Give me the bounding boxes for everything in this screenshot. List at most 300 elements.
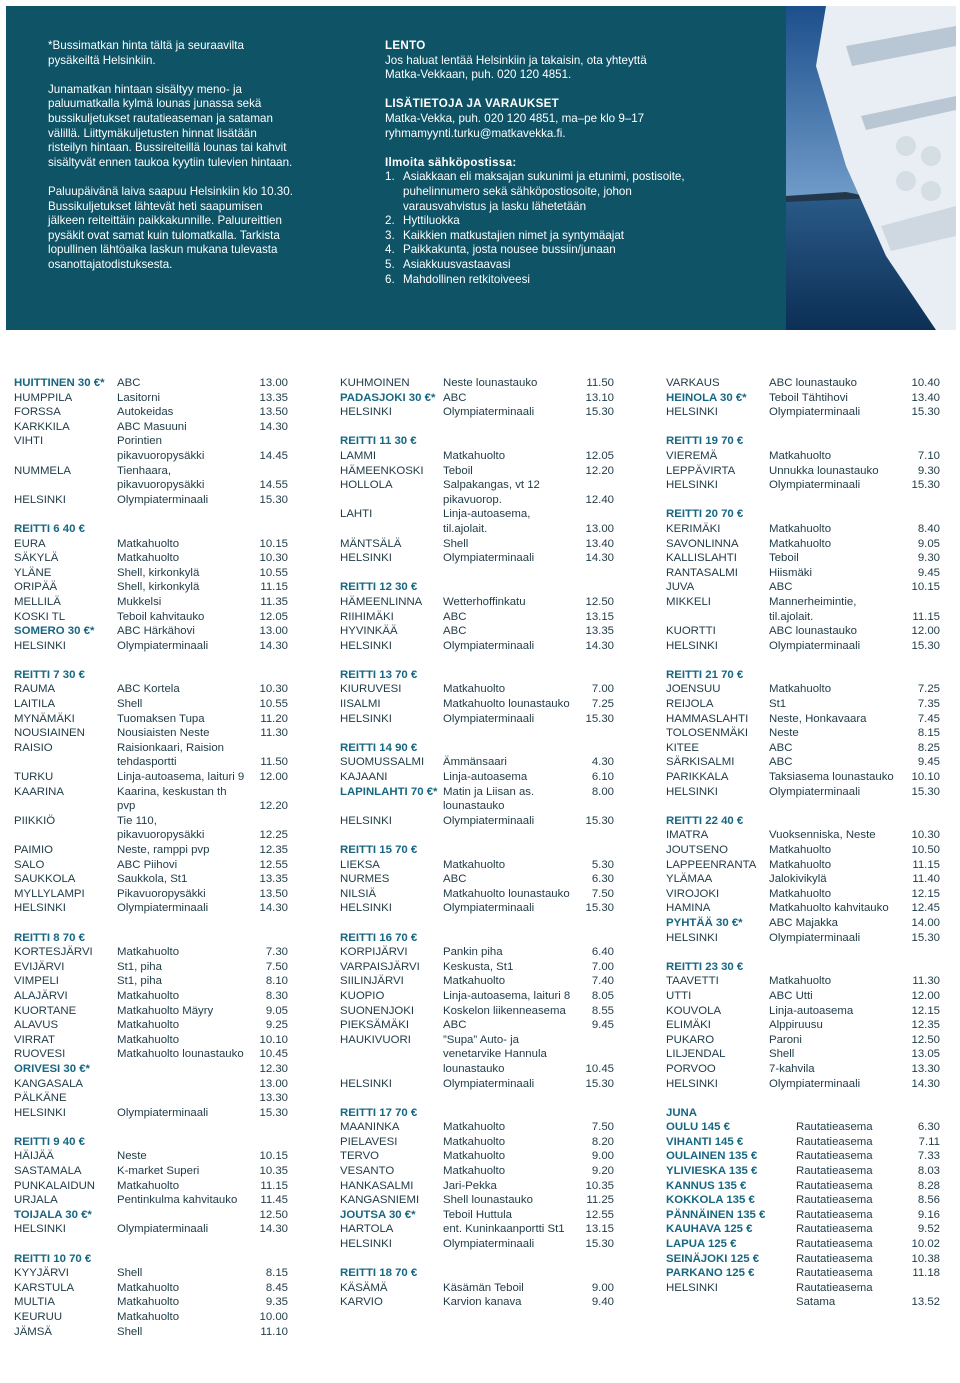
stop-town: HELSINKI (340, 406, 392, 419)
stop-town: HELSINKI (666, 639, 718, 652)
stop-row (666, 1149, 942, 1164)
stop-place: St1, piha (117, 960, 162, 973)
stop-row (14, 420, 290, 435)
stop-time: 7.33 (917, 1150, 940, 1163)
stop-time: 10.40 (911, 377, 940, 389)
stop-place: Matkahuolto (769, 449, 832, 462)
spacer (340, 653, 616, 668)
stop-row (14, 537, 290, 552)
stop-town: KORPIJÄRVI (340, 946, 408, 959)
stop-time: 5.30 (591, 858, 614, 871)
stop-row (340, 376, 616, 391)
stop-time: 9.30 (917, 552, 940, 565)
stop-row (14, 974, 290, 989)
stop-place: ABC (769, 581, 793, 594)
stop-place: Jalokivikylä (769, 873, 827, 886)
list-number: 5. (385, 257, 395, 271)
stop-place: Matkahuolto (769, 844, 832, 856)
stop-row (14, 624, 290, 639)
stop-place: Olympiaterminaali (443, 406, 535, 419)
stop-row (666, 1135, 942, 1150)
spacer (14, 507, 290, 522)
route-heading: REITTI 17 70 € (340, 1106, 418, 1119)
stop-place: ABC Härkähovi (117, 625, 195, 638)
list-item (385, 273, 685, 288)
stop-time: 10.15 (259, 537, 288, 550)
stop-row (666, 595, 942, 624)
stop-place: Tienhaara, pikavuoropysäkki (117, 464, 205, 492)
spacer (666, 1091, 942, 1106)
stop-time: 10.30 (911, 829, 940, 842)
stop-place: Linja-autoasema, til.ajolait. (443, 508, 531, 535)
stop-time: 15.30 (585, 902, 614, 915)
stop-time: 9.05 (265, 1004, 288, 1017)
spacer (666, 493, 942, 508)
stop-place: Olympiaterminaali (443, 639, 535, 652)
stop-place: Matkahuolto (443, 1135, 506, 1148)
stop-time: 12.00 (911, 989, 940, 1002)
stop-place: Linja-autoasema, laituri 8 (443, 989, 571, 1002)
stop-place: Teboil (769, 552, 799, 565)
spacer (340, 1091, 616, 1106)
stop-place: Rautatieasema (796, 1121, 873, 1134)
stop-time: 13.30 (911, 1062, 940, 1075)
stop-town: SEINÄJOKI 125 € (666, 1252, 760, 1265)
stop-row (340, 682, 616, 697)
stop-town: VARKAUS (666, 377, 720, 389)
stop-town: KOKKOLA 135 € (666, 1194, 755, 1207)
stop-time: 13.00 (259, 1077, 288, 1090)
stop-time: 8.05 (591, 989, 614, 1002)
stop-row (14, 1266, 290, 1281)
stop-place: Shell, kirkonkylä (117, 581, 200, 594)
stop-place: Matkahuolto lounastauko (117, 1048, 244, 1061)
stop-row (666, 858, 942, 873)
stop-time: 15.30 (585, 406, 614, 419)
stop-town: FORSSA (14, 406, 61, 419)
stop-row (14, 887, 290, 902)
stop-row (14, 1047, 290, 1062)
stop-place: Matkahuolto (443, 1121, 506, 1134)
stop-place: Matkahuolto (117, 1281, 180, 1294)
stop-time: 10.10 (911, 771, 940, 784)
stop-town: JÄMSÄ (14, 1325, 52, 1338)
stop-row (666, 785, 942, 800)
stop-place: Tuomaksen Tupa (117, 712, 205, 725)
stop-row (14, 1077, 290, 1092)
stop-town: PARIKKALA (666, 771, 729, 784)
stop-place: Vuoksenniska, Neste (769, 829, 876, 842)
stop-place: Hiismäki (769, 566, 813, 579)
stop-town: KUOPIO (340, 989, 385, 1002)
stop-row (14, 1018, 290, 1033)
stop-time: 15.30 (911, 639, 940, 652)
stop-time: 11.50 (586, 377, 614, 389)
stop-town: NURMES (340, 873, 390, 886)
stop-row (14, 712, 290, 727)
stop-time: 10.55 (259, 566, 288, 579)
stop-row (14, 785, 290, 814)
stop-place: Neste (769, 727, 799, 740)
stop-time: 6.40 (591, 946, 614, 959)
spacer (666, 799, 942, 814)
stop-time: 8.25 (917, 741, 940, 754)
stop-row (340, 449, 616, 464)
stop-row (14, 639, 290, 654)
stop-town: HARTOLA (340, 1223, 394, 1236)
stop-row (340, 1033, 616, 1077)
stop-town: VARPAISJÄRVI (340, 960, 420, 973)
stop-time: 7.35 (917, 698, 940, 711)
stop-town: MIKKELI (666, 595, 711, 608)
stop-place: ABC lounastauko (769, 377, 858, 389)
stop-time: 8.10 (265, 975, 288, 988)
stop-time: 12.35 (911, 1019, 940, 1032)
stop-town: SAVONLINNA (666, 537, 739, 550)
stop-time: 12.45 (911, 902, 940, 915)
stop-town: PIIKKIÖ (14, 814, 56, 827)
stop-town: HAMMASLAHTI (666, 712, 749, 725)
stop-time: 10.30 (259, 552, 288, 565)
stop-row (340, 945, 616, 960)
stop-town: PIEKSÄMÄKI (340, 1019, 410, 1032)
lento-text: Jos haluat lentää Helsinkiin ja takaisin, ota yhteyttä Matka-Vekkaan, puh. 020 120 4851. (385, 53, 647, 82)
stop-row (14, 610, 290, 625)
stop-place: ABC (443, 610, 467, 623)
stop-town: KARSTULA (14, 1281, 75, 1294)
stop-town: JOENSUU (666, 683, 721, 696)
route-heading: REITTI 10 70 € (14, 1252, 92, 1265)
route-heading: REITTI 18 70 € (340, 1267, 418, 1280)
stop-row (14, 858, 290, 873)
stop-time: 14.30 (911, 1077, 940, 1090)
stop-town: MAANINKA (340, 1121, 400, 1134)
stop-place: Matkahuolto (769, 537, 832, 550)
stop-row (666, 1077, 942, 1092)
stop-row (666, 974, 942, 989)
stop-place: Matin ja Liisan as. lounastauko (443, 785, 535, 813)
stop-row (666, 376, 942, 391)
stop-place: ABC (443, 873, 467, 886)
stop-place: Olympiaterminaali (117, 1106, 209, 1119)
stop-town: SOMERO 30 €* (14, 625, 95, 638)
stop-town: KARKKILA (14, 420, 70, 433)
stop-place: Olympiaterminaali (769, 785, 861, 798)
stop-time: 14.30 (585, 639, 614, 652)
stop-time: 7.25 (917, 683, 940, 696)
list-number: 6. (385, 272, 395, 286)
stop-time: 8.55 (591, 1004, 614, 1017)
stop-time: 8.45 (265, 1281, 288, 1294)
stop-place: Mukkelsi (117, 595, 162, 608)
stop-row (666, 639, 942, 654)
list-text: Mahdollinen retkitoiveesi (403, 272, 530, 286)
stop-time: 13.40 (585, 537, 614, 550)
stop-row (14, 566, 290, 581)
stop-town: HELSINKI (666, 1281, 718, 1294)
list-number: 2. (385, 214, 395, 228)
stop-place: Shell lounastauko (443, 1194, 533, 1207)
stop-place: ent. Kuninkaanportti St1 (443, 1223, 565, 1236)
stop-time: 11.30 (912, 975, 940, 988)
stop-row (666, 391, 942, 406)
stop-place: Olympiaterminaali (769, 1077, 861, 1090)
stop-row (14, 1325, 290, 1340)
stop-town: HELSINKI (340, 552, 392, 565)
route-heading: REITTI 14 90 € (340, 741, 418, 754)
stop-row (340, 872, 616, 887)
stop-row (340, 1149, 616, 1164)
stop-time: 12.15 (911, 1004, 940, 1017)
stop-town: ALAJÄRVI (14, 989, 68, 1002)
stop-place: Karvion kanava (443, 1296, 522, 1309)
stop-place: Matkahuolto (117, 1033, 180, 1046)
stop-row (14, 595, 290, 610)
ilmoita-heading: Ilmoita sähköpostissa: (385, 155, 517, 169)
route-heading: REITTI 12 30 € (340, 581, 418, 594)
schedule-column-3 (666, 376, 942, 1310)
stop-place: Neste, ramppi pvp (117, 844, 210, 856)
stop-row (666, 916, 942, 931)
stop-place: ABC (769, 741, 793, 754)
stop-row (14, 1164, 290, 1179)
stop-town: MULTIA (14, 1296, 55, 1309)
stop-town: LIEKSA (340, 858, 380, 871)
stop-row (14, 989, 290, 1004)
stop-place: ABC lounastauko (769, 625, 858, 638)
stop-row (666, 770, 942, 785)
stop-row (666, 566, 942, 581)
stop-place: Nousiaisten Neste (117, 727, 210, 740)
stop-town: HELSINKI (340, 902, 392, 915)
stop-town: VIHTI (14, 435, 44, 448)
stop-row (666, 1237, 942, 1252)
stop-place: Matkahuolto lounastauko (443, 887, 570, 900)
stop-row (14, 960, 290, 975)
stop-place: Matkahuolto (117, 1296, 180, 1309)
stop-time: 7.40 (591, 975, 614, 988)
list-number: 3. (385, 228, 395, 242)
stop-time: 10.00 (259, 1311, 288, 1323)
stop-town: TURKU (14, 771, 54, 784)
stop-time: 8.00 (591, 785, 614, 798)
stop-time: 14.00 (911, 916, 940, 929)
stop-town: HAUKIVUORI (340, 1033, 411, 1046)
route-heading: REITTI 13 70 € (340, 668, 418, 681)
stop-row (14, 493, 290, 508)
stop-time: 12.20 (585, 464, 614, 477)
stop-place: Mannerheimintie, til.ajolait. (769, 595, 857, 623)
stop-time: 6.30 (591, 873, 614, 886)
stop-row (666, 726, 942, 741)
stop-time: 8.28 (917, 1179, 940, 1192)
stop-town: KANGASALA (14, 1077, 84, 1090)
schedule-column-2 (340, 376, 616, 1310)
stop-row (14, 391, 290, 406)
stop-place: Olympiaterminaali (443, 902, 535, 915)
stop-place: Rautatieasema (796, 1238, 873, 1251)
stop-time: 11.15 (260, 581, 288, 594)
stop-row (666, 1004, 942, 1019)
stop-place: Matkahuolto (443, 1165, 506, 1178)
stop-row (14, 682, 290, 697)
stop-town: VESANTO (340, 1165, 395, 1178)
stop-town: MÄNTSÄLÄ (340, 537, 402, 550)
stop-row (666, 872, 942, 887)
stop-row (14, 843, 290, 858)
stop-row (14, 726, 290, 741)
stop-town: TOIJALA 30 €* (14, 1208, 92, 1221)
stop-time: 13.00 (259, 625, 288, 638)
stop-place: Matkahuolto (769, 522, 832, 535)
stop-time: 9.45 (917, 566, 940, 579)
stop-time: 14.30 (259, 420, 288, 433)
stop-time: 10.38 (911, 1252, 940, 1265)
stop-place: Matkahuolto (117, 1311, 180, 1323)
stop-time: 11.15 (260, 1179, 288, 1192)
lisatiedot-heading: LISÄTIETOJA JA VARAUKSET (385, 97, 560, 111)
stop-place: Rautatieasema (796, 1165, 873, 1178)
stop-place: Pankin piha (443, 946, 503, 959)
ilmoita-list (385, 170, 685, 287)
stop-place: Olympiaterminaali (117, 1223, 209, 1236)
list-text: Asiakkaan eli maksajan sukunimi ja etunimi, postisoite, puhelinnumero sekä sähköpostiosoite, johon varausvahvistus ja lasku lähetetään (403, 170, 685, 213)
stop-town: LEPPÄVIRTA (666, 464, 736, 477)
stop-town: SIILINJÄRVI (340, 975, 404, 988)
stop-time: 9.16 (917, 1208, 940, 1221)
stop-town: LAPPEENRANTA (666, 858, 757, 871)
stop-row (340, 1193, 616, 1208)
stop-place: Olympiaterminaali (443, 552, 535, 565)
stop-row (14, 1310, 290, 1325)
lisatiedot-text: Matka-Vekka, puh. 020 120 4851, ma–pe klo 9–17 ryhmamyynti.turku@matkavekka.fi. (385, 111, 645, 140)
stop-row (14, 1222, 290, 1237)
stop-place: Lasitorni (117, 391, 161, 404)
stop-time: 8.03 (917, 1165, 940, 1178)
stop-row (666, 1266, 942, 1281)
stop-time: 8.15 (917, 727, 940, 740)
stop-row (340, 1164, 616, 1179)
stop-place: ABC (769, 756, 793, 769)
spacer (340, 1252, 616, 1267)
stop-town: OULAINEN 135 € (666, 1150, 758, 1163)
stop-town: HOLLOLA (340, 479, 393, 492)
stop-row (340, 989, 616, 1004)
stop-row (666, 1193, 942, 1208)
stop-place: 7-kahvila (769, 1062, 815, 1075)
stop-town: LILJENDAL (666, 1048, 726, 1061)
stop-place: Teboil kahvitauko (117, 610, 205, 623)
stop-place: ABC (443, 625, 467, 638)
stop-town: VIMPELI (14, 975, 59, 988)
stop-town: RAISIO (14, 741, 53, 754)
stop-place: Olympiaterminaali (443, 712, 535, 725)
spacer (666, 420, 942, 435)
banner-paragraph: Junamatkan hintaan sisältyy meno- ja paluumatkalla kylmä lounas junassa sekä bussikuljetukset rautatieaseman ja sataman välillä. Liittymäkuljetusten hinnat lisätään risteilyn hintaan. Bussireiteillä lounas tai kahvit sisältyvät ennen taukoa kyytiin tulevien hintaan. (48, 82, 293, 169)
stop-time: 13.35 (585, 625, 614, 638)
list-item (385, 229, 685, 244)
stop-row (666, 522, 942, 537)
stop-time: 11.25 (586, 1194, 614, 1207)
stop-time: 11.15 (912, 858, 940, 871)
list-item (385, 258, 685, 273)
stop-row (14, 580, 290, 595)
stop-time: 9.52 (917, 1223, 940, 1236)
spacer (14, 653, 290, 668)
stop-town: HELSINKI (340, 1077, 392, 1090)
stop-time: 15.30 (585, 1238, 614, 1251)
route-heading: REITTI 22 40 € (666, 814, 744, 827)
route-heading: REITTI 7 30 € (14, 668, 85, 681)
stop-time: 10.02 (911, 1238, 940, 1251)
stop-place: Rautatieasema (796, 1179, 873, 1192)
stop-row (14, 1208, 290, 1223)
stop-town: SASTAMALA (14, 1165, 82, 1178)
stop-time: 10.45 (585, 1062, 614, 1075)
stop-place: Rautatieasema (796, 1208, 873, 1221)
stop-place: Matkahuolto (769, 858, 832, 871)
stop-row (666, 755, 942, 770)
stop-town: SUONENJOKI (340, 1004, 415, 1017)
stop-town: KANNUS 135 € (666, 1179, 747, 1192)
stop-place: Matkahuolto lounastauko (443, 698, 570, 711)
stop-time: 11.20 (260, 712, 288, 725)
stop-place: Rautatieasema (796, 1252, 873, 1265)
stop-time: 11.18 (912, 1267, 940, 1280)
stop-place: Salpakangas, vt 12 pikavuorop. (443, 479, 540, 506)
stop-place: Matkahuolto (117, 946, 180, 959)
stop-row (666, 1281, 942, 1310)
stop-row (666, 1033, 942, 1048)
stop-place: ABC Utti (769, 989, 813, 1002)
stop-time: 12.50 (585, 595, 614, 608)
stop-town: KARVIO (340, 1296, 383, 1309)
stop-town: HÄMEENLINNA (340, 595, 423, 608)
stop-time: 10.35 (259, 1165, 288, 1178)
stop-town: EURA (14, 537, 46, 550)
stop-row (14, 1106, 290, 1121)
stop-time: 12.00 (259, 771, 288, 784)
stop-time: 7.50 (265, 960, 288, 973)
stop-time: 14.45 (259, 449, 288, 462)
list-text: Kaikkien matkustajien nimet ja syntymäajat (403, 228, 625, 242)
stop-town: PYHTÄÄ 30 €* (666, 916, 743, 929)
stop-time: 8.15 (265, 1267, 288, 1280)
stop-town: PADASJOKI 30 €* (340, 391, 436, 404)
stop-place: Matkahuolto (117, 552, 180, 565)
stop-row (666, 1062, 942, 1077)
stop-town: SALO (14, 858, 45, 871)
stop-row (340, 639, 616, 654)
stop-town: HELSINKI (666, 931, 718, 944)
stop-town: KALLISLAHTI (666, 552, 737, 565)
stop-town: HELSINKI (666, 785, 718, 798)
stop-time: 7.00 (591, 960, 614, 973)
stop-town: PUNKALAIDUN (14, 1179, 96, 1192)
stop-place: Saukkola, St1 (117, 873, 188, 886)
stop-time: 14.55 (259, 479, 288, 492)
stop-town: HÄIJÄÄ (14, 1150, 54, 1163)
stop-town: KORTESJÄRVI (14, 946, 93, 959)
stop-time: 4.30 (591, 756, 614, 769)
list-text: Asiakkuusvastaavasi (403, 257, 511, 271)
stop-row (14, 1149, 290, 1164)
route-heading: JUNA (666, 1106, 698, 1119)
banner-right-text (385, 39, 685, 287)
stop-row (666, 1018, 942, 1033)
stop-row (666, 931, 942, 946)
list-number: 4. (385, 243, 395, 257)
